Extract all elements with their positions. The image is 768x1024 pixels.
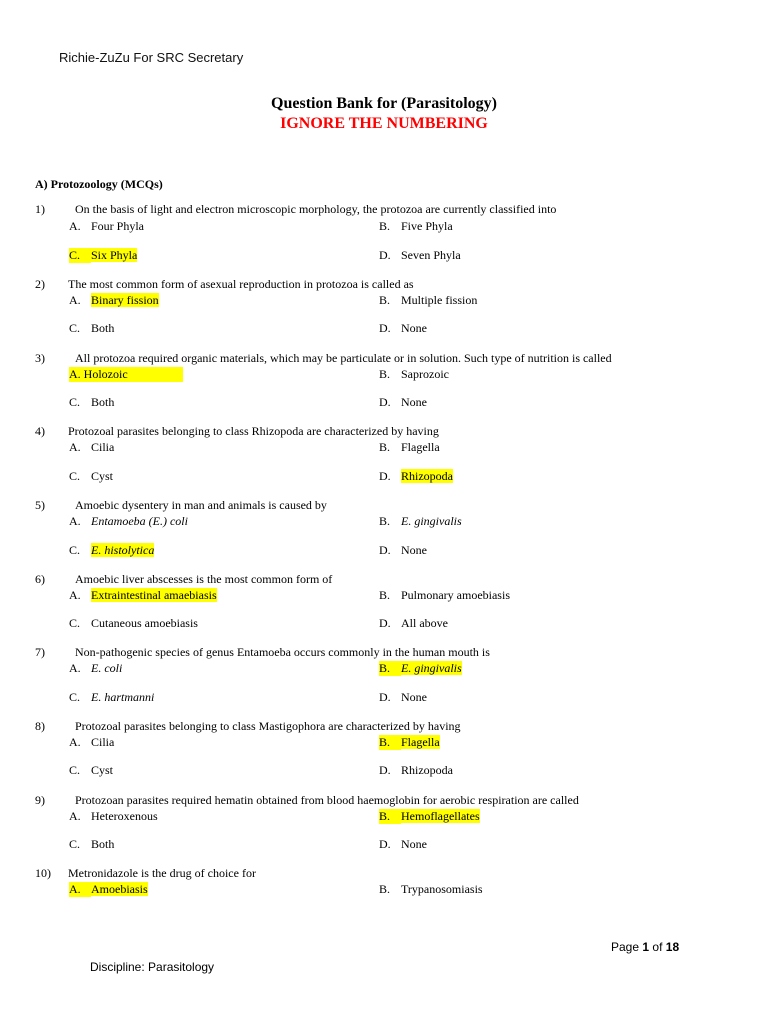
question-number: 2) xyxy=(35,277,45,291)
option-c: C. Cyst xyxy=(69,763,114,777)
option-c: C. Six Phyla xyxy=(69,248,138,262)
option-b: B. E. gingivalis xyxy=(379,661,462,675)
option-b: B. Saprozoic xyxy=(379,367,449,381)
option-a: A. Cilia xyxy=(69,440,115,454)
option-a: A. Holozoic xyxy=(69,367,183,382)
option-c: C. Both xyxy=(69,837,115,851)
option-b: B. Flagella xyxy=(379,440,440,454)
option-d: D. None xyxy=(379,395,427,409)
header-author: Richie-ZuZu For SRC Secretary xyxy=(59,50,244,65)
option-d: D. None xyxy=(379,543,427,557)
question-text: All protozoa required organic materials, which may be particulate or in solution. Such type of nutrition is called xyxy=(75,351,612,365)
question-text: Non-pathogenic species of genus Entamoeba occurs commonly in the human mouth is xyxy=(75,645,490,659)
option-c: C. Cutaneous amoebiasis xyxy=(69,616,198,630)
page-title: Question Bank for (Parasitology) xyxy=(271,95,497,112)
page-number: Page 1 of 18 xyxy=(611,940,680,954)
option-c: C. E. histolytica xyxy=(69,543,155,557)
option-d: D. Rhizopoda xyxy=(379,763,453,777)
question-text: Amoebic liver abscesses is the most common form of xyxy=(75,572,333,586)
footer-discipline: Discipline: Parasitology xyxy=(90,960,215,974)
option-c: C. Both xyxy=(69,395,115,409)
option-a: A. Amoebiasis xyxy=(69,882,148,896)
question-text: Protozoal parasites belonging to class Rhizopoda are characterized by having xyxy=(68,424,439,438)
question-number: 10) xyxy=(35,866,51,880)
option-a: A. Entamoeba (E.) coli xyxy=(69,514,188,528)
option-d: D. None xyxy=(379,690,427,704)
question-number: 9) xyxy=(35,793,45,807)
question-number: 4) xyxy=(35,424,45,438)
option-b: B. Multiple fission xyxy=(379,293,478,307)
question-text: Metronidazole is the drug of choice for xyxy=(68,866,256,880)
question-text: Amoebic dysentery in man and animals is caused by xyxy=(75,498,327,512)
option-d: D. Seven Phyla xyxy=(379,248,461,262)
option-d: D. None xyxy=(379,837,427,851)
option-d: D. Rhizopoda xyxy=(379,469,453,483)
section-title: A) Protozoology (MCQs) xyxy=(35,177,163,191)
option-c: C. E. hartmanni xyxy=(69,690,155,704)
option-d: D. None xyxy=(379,321,427,335)
question-number: 6) xyxy=(35,572,45,586)
option-c: C. Both xyxy=(69,321,115,335)
option-b: B. Pulmonary amoebiasis xyxy=(379,588,510,602)
question-number: 3) xyxy=(35,351,45,365)
question-number: 8) xyxy=(35,719,45,733)
page-subtitle: IGNORE THE NUMBERING xyxy=(280,115,488,132)
option-b: B. Hemoflagellates xyxy=(379,809,480,823)
option-b: B. Five Phyla xyxy=(379,219,453,233)
option-d: D. All above xyxy=(379,616,448,630)
option-a: A. Binary fission xyxy=(69,293,159,307)
option-a: A. Heteroxenous xyxy=(69,809,158,823)
option-a: A. Four Phyla xyxy=(69,219,145,233)
question-number: 7) xyxy=(35,645,45,659)
option-b: B. Trypanosomiasis xyxy=(379,882,483,896)
option-c: C. Cyst xyxy=(69,469,114,483)
question-number: 5) xyxy=(35,498,45,512)
option-a: A. E. coli xyxy=(69,661,123,675)
question-text: On the basis of light and electron microscopic morphology, the protozoa are currently classified into xyxy=(75,202,557,216)
question-text: Protozoal parasites belonging to class Mastigophora are characterized by having xyxy=(75,719,461,733)
question-text: The most common form of asexual reproduction in protozoa is called as xyxy=(68,277,414,291)
question-number: 1) xyxy=(35,202,45,216)
option-a: A. Cilia xyxy=(69,735,115,749)
option-a: A. Extraintestinal amaebiasis xyxy=(69,588,217,602)
option-b: B. Flagella xyxy=(379,735,440,749)
question-text: Protozoan parasites required hematin obtained from blood haemoglobin for aerobic respiration are called xyxy=(75,793,579,807)
option-b: B. E. gingivalis xyxy=(379,514,462,528)
